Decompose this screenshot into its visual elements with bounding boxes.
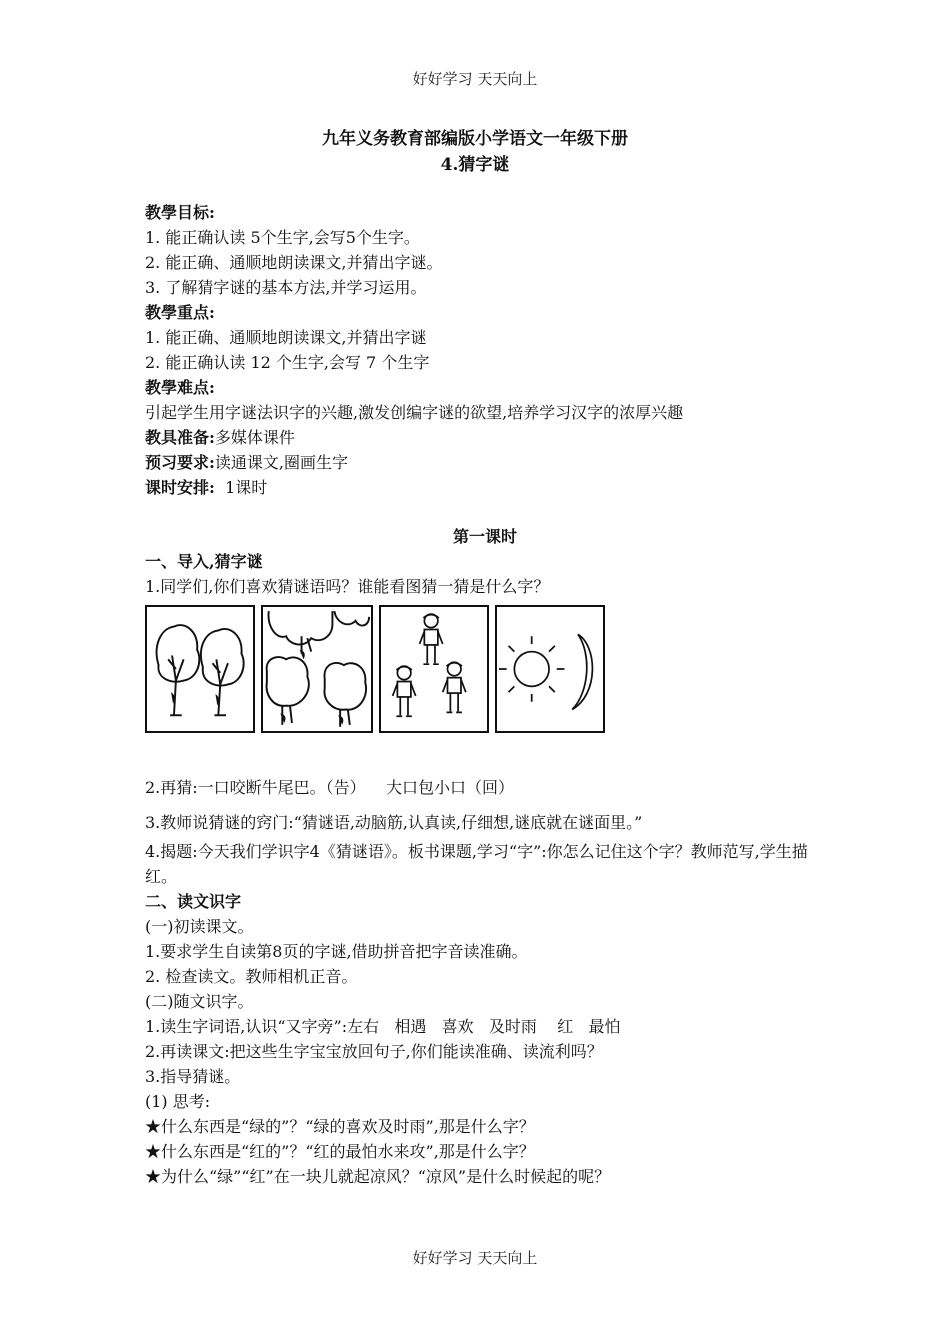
three-trees-icon	[263, 607, 371, 731]
objective-item: 3. 了解猜字谜的基本方法,并学习运用。	[145, 278, 427, 297]
document-body	[145, 200, 825, 1189]
page-header: 好好学习 天天向上	[412, 70, 538, 88]
document-title: 九年义务教育部编版小学语文一年级下册	[322, 129, 628, 149]
section1-question-3: 3.教师说猜谜的窍门:“猜谜语,动脑筋,认真读,仔细想,谜底就在谜面里。”	[145, 813, 643, 832]
schedule-line	[145, 475, 825, 500]
section2-line: 2.再读课文:把这些生字宝宝放回句子,你们能读准确、读流利吗？	[145, 1042, 603, 1061]
tools-value: 多媒体课件	[214, 428, 295, 447]
picture-sun-and-moon	[495, 605, 605, 733]
section2-line: ★什么东西是“绿的”？“绿的喜欢及时雨”,那是什么字？	[145, 1117, 535, 1136]
objectives-heading: 教學目标:	[145, 203, 215, 222]
section1-question-1: 1.同学们,你们喜欢猜谜语吗？谁能看图猜一猜是什么字？	[145, 577, 550, 596]
picture-three-people	[379, 605, 489, 733]
difficulties-text: 引起学生用字谜法识字的兴趣,激发创编字谜的欲望,培养学习汉字的浓厚兴趣	[145, 403, 684, 422]
preview-label: 预习要求:	[145, 453, 215, 472]
objective-item: 2. 能正确、通顺地朗读课文,并猜出字谜。	[145, 253, 443, 272]
tools-line	[145, 425, 825, 450]
section2-line: ★为什么“绿”“红”在一块儿就起凉风？“凉风”是什么时候起的呢？	[145, 1167, 611, 1186]
sun-and-moon-icon	[497, 607, 603, 731]
section1-question-4: 4.揭题:今天我们学识字4《猜谜语》。板书课题,学习“字”:你怎么记住这个字？教师范写,学生描红。	[145, 842, 808, 886]
section2-line: 1.要求学生自读第8页的字谜,借助拼音把字音读准确。	[145, 942, 528, 961]
key-point-item: 2. 能正确认读 12 个生字,会写 7 个生字	[145, 353, 430, 372]
section2-heading: 二、读文识字	[145, 892, 242, 911]
three-people-icon	[381, 607, 487, 731]
section2-line: 3.指导猜谜。	[145, 1067, 241, 1086]
difficulties-heading: 教學难点:	[145, 378, 215, 397]
preview-value: 读通课文,圈画生字	[214, 453, 349, 472]
title-block	[0, 126, 950, 178]
key-points-heading: 教學重点:	[145, 303, 215, 322]
page-footer: 好好学习 天天向上	[412, 1249, 538, 1267]
lesson-title: 第一课时	[452, 527, 517, 546]
schedule-label: 课时安排:	[145, 478, 215, 497]
two-trees-icon	[147, 607, 253, 731]
preview-line	[145, 450, 825, 475]
picture-three-trees	[261, 605, 373, 733]
section2-line: 2. 检查读文。教师相机正音。	[145, 967, 358, 986]
section2-line: (1) 思考:	[145, 1092, 211, 1111]
document-subtitle: 4.猜字谜	[440, 155, 510, 175]
riddle-pictures	[145, 605, 825, 737]
section1-heading: 一、导入,猜字谜	[145, 552, 263, 571]
section2-line: (二)随文识字。	[145, 992, 254, 1011]
key-point-item: 1. 能正确、通顺地朗读课文,并猜出字谜	[145, 328, 427, 347]
tools-label: 教具准备:	[145, 428, 215, 447]
picture-two-trees	[145, 605, 255, 733]
section2-line: 1.读生字词语,认识“又字旁”:左右 相遇 喜欢 及时雨 红 最怕	[145, 1017, 621, 1036]
objective-item: 1. 能正确认读 5个生字,会写5个生字。	[145, 228, 420, 247]
section2-line: (一)初读课文。	[145, 917, 254, 936]
section2-line: ★什么东西是“红的”？“红的最怕水来攻”,那是什么字？	[145, 1142, 535, 1161]
section1-question-2: 2.再猜:一口咬断牛尾巴。（告） 大口包小口（回）	[145, 778, 515, 797]
schedule-value: 1课时	[214, 478, 268, 497]
